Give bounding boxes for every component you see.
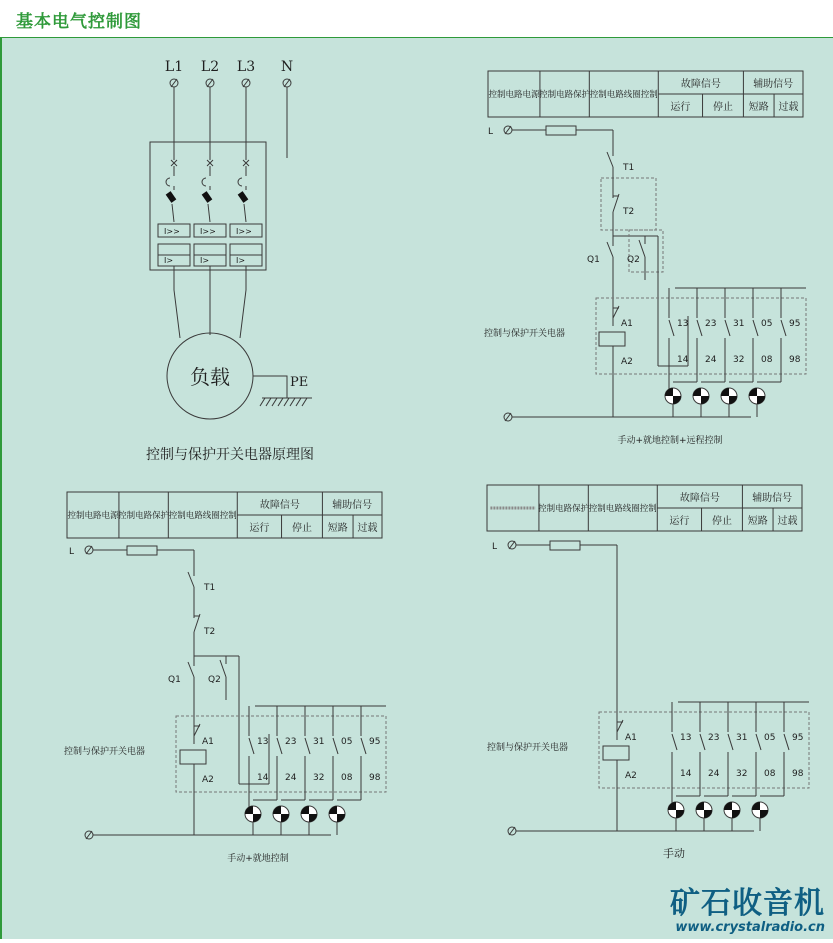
ground-hatch <box>260 398 265 406</box>
table-run: 运行 <box>669 516 690 527</box>
circuit-local <box>64 546 386 864</box>
contact-t1-blade <box>188 572 194 587</box>
terminal-top-05: 05 <box>761 319 773 329</box>
terminal-bottom-32: 32 <box>736 769 748 779</box>
table-col-protect: 控制电路保护 <box>539 90 591 100</box>
contact-q2-blade <box>639 240 645 257</box>
table-short: 短路 <box>327 523 348 534</box>
signal-table-manual <box>487 485 802 531</box>
terminal-top-95: 95 <box>369 737 381 747</box>
contact-t1-blade <box>607 152 613 167</box>
table-stop: 停止 <box>291 523 312 534</box>
signal-contact <box>756 734 761 750</box>
terminal-top-05: 05 <box>341 737 353 747</box>
label-q2: Q2 <box>208 675 221 685</box>
table-run: 运行 <box>249 523 270 534</box>
circuit-remote-caption: 手动+就地控制+远程控制 <box>617 436 723 446</box>
lamp-quadrant <box>752 802 760 810</box>
signal-contact <box>249 738 254 754</box>
contact-arc <box>238 178 242 186</box>
label-t2: T2 <box>623 207 635 217</box>
phase-wire <box>244 204 246 222</box>
lamp-quadrant <box>701 396 709 404</box>
terminal-top-23: 23 <box>705 319 717 329</box>
contact-q2-blade <box>220 660 226 677</box>
contactor-tip <box>202 191 213 203</box>
terminal-top-31: 31 <box>736 733 748 743</box>
lamp-quadrant <box>337 814 345 822</box>
control-fuse <box>546 126 576 135</box>
lamp-quadrant <box>301 806 309 814</box>
pe-label: PE <box>290 375 309 390</box>
lamp-quadrant <box>309 814 317 822</box>
lamp-quadrant <box>329 806 337 814</box>
diagram-svg <box>0 38 833 939</box>
contact-arc <box>202 178 206 186</box>
relay-label-short-circuit: I>> <box>164 227 180 236</box>
terminal-top-13: 13 <box>257 737 269 747</box>
signal-contact <box>333 738 338 754</box>
label-a2: A2 <box>625 771 637 781</box>
table-fault-signal: 故障信号 <box>259 500 300 511</box>
lamp-quadrant <box>273 806 281 814</box>
terminal-top-95: 95 <box>792 733 804 743</box>
table-col-coil: 控制电路线圈控制 <box>589 90 658 100</box>
terminal-bottom-08: 08 <box>764 769 776 779</box>
watermark-url: www.crystalradio.cn <box>675 920 825 935</box>
lamp-quadrant <box>749 388 757 396</box>
ground-hatch <box>302 398 307 406</box>
lamp-quadrant <box>693 388 701 396</box>
principle-diagram <box>146 59 314 463</box>
table-col-source: 控制电路电源 <box>67 511 119 521</box>
table-aux-signal: 辅助信号 <box>332 500 373 511</box>
diagram-canvas <box>0 38 833 939</box>
relay-label-short-circuit: I>> <box>236 227 252 236</box>
terminal-bottom-24: 24 <box>705 355 717 365</box>
label-q1: Q1 <box>168 675 181 685</box>
relay-label-overload: I> <box>236 256 246 265</box>
terminal-top-95: 95 <box>789 319 801 329</box>
ground-hatch <box>290 398 295 406</box>
lamp-quadrant <box>696 802 704 810</box>
terminal-bottom-32: 32 <box>313 773 325 783</box>
table-overload: 过载 <box>357 523 378 534</box>
contact-q1-blade <box>188 662 194 677</box>
contact-t2-blade <box>613 194 619 212</box>
label-q1: Q1 <box>587 255 600 265</box>
signal-contact <box>697 320 702 336</box>
terminal-bottom-24: 24 <box>708 769 720 779</box>
ground-hatch <box>278 398 283 406</box>
lamp-quadrant <box>724 802 732 810</box>
load-label: 负载 <box>190 365 230 389</box>
terminal-bottom-14: 14 <box>257 773 269 783</box>
lamp-quadrant <box>281 814 289 822</box>
terminal-bottom-08: 08 <box>341 773 353 783</box>
coil-box <box>603 746 629 760</box>
signal-contact <box>700 734 705 750</box>
signal-table-local <box>67 492 382 538</box>
table-overload: 过载 <box>777 516 798 527</box>
terminal-top-13: 13 <box>680 733 692 743</box>
relay-label-overload: I> <box>164 256 174 265</box>
table-stop: 停止 <box>711 516 732 527</box>
device-label: 控制与保护开关电器 <box>484 329 566 339</box>
terminal-bottom-98: 98 <box>792 769 804 779</box>
circuit-manual <box>487 541 809 860</box>
terminal-slash <box>505 413 511 421</box>
signal-contact <box>725 320 730 336</box>
principle-caption: 控制与保护开关电器原理图 <box>146 447 314 463</box>
terminal-bottom-32: 32 <box>733 355 745 365</box>
signal-contact <box>305 738 310 754</box>
table-col-protect: 控制电路保护 <box>538 504 590 514</box>
lamp-quadrant <box>732 810 740 818</box>
circuit-manual-caption: 手动 <box>663 847 685 860</box>
phase-label-n: N <box>280 59 294 75</box>
line-label: L <box>488 127 494 137</box>
device-label: 控制与保护开关电器 <box>64 747 146 757</box>
contactor-tip <box>166 191 177 203</box>
table-col-coil: 控制电路线圈控制 <box>168 511 237 521</box>
contact-t2-blade <box>194 614 200 632</box>
table-col-protect: 控制电路保护 <box>118 511 170 521</box>
lamp-quadrant <box>253 814 261 822</box>
page-title: 基本电气控制图 <box>16 12 142 32</box>
remote-dashed-box <box>601 178 656 230</box>
terminal-bottom-98: 98 <box>789 355 801 365</box>
watermark <box>670 888 825 935</box>
label-t2: T2 <box>204 627 216 637</box>
ground-hatch <box>266 398 271 406</box>
contact-arc <box>166 178 170 186</box>
lamp-quadrant <box>245 806 253 814</box>
terminal-bottom-08: 08 <box>761 355 773 365</box>
terminal-slash <box>509 827 515 835</box>
label-q2: Q2 <box>627 255 640 265</box>
terminal-top-23: 23 <box>708 733 720 743</box>
label-a1: A1 <box>625 733 637 743</box>
lamp-quadrant <box>704 810 712 818</box>
phase-wire <box>208 204 210 222</box>
phase-wire <box>172 204 174 222</box>
table-run: 运行 <box>670 102 691 113</box>
terminal-slash <box>509 541 515 549</box>
signal-contact <box>753 320 758 336</box>
signal-table-remote <box>488 71 803 117</box>
control-fuse <box>550 541 580 550</box>
line-label: L <box>492 542 498 552</box>
table-aux-signal: 辅助信号 <box>752 493 793 504</box>
line-label: L <box>69 547 75 557</box>
contactor-tip <box>238 191 249 203</box>
ground-hatch <box>284 398 289 406</box>
lamp-quadrant <box>676 810 684 818</box>
label-a2: A2 <box>202 775 214 785</box>
phase-label-l2: L2 <box>200 59 220 75</box>
table-fault-signal: 故障信号 <box>679 493 720 504</box>
terminal-bottom-24: 24 <box>285 773 297 783</box>
signal-contact <box>672 734 677 750</box>
table-col-coil: 控制电路线圈控制 <box>588 504 657 514</box>
terminal-top-31: 31 <box>733 319 745 329</box>
signal-contact <box>277 738 282 754</box>
table-short: 短路 <box>748 102 769 113</box>
control-fuse <box>127 546 157 555</box>
lamp-quadrant <box>673 396 681 404</box>
coil-box <box>180 750 206 764</box>
lamp-quadrant <box>729 396 737 404</box>
terminal-slash <box>86 831 92 839</box>
table-short: 短路 <box>747 516 768 527</box>
signal-contact <box>784 734 789 750</box>
label-t1: T1 <box>204 583 216 593</box>
lamp-quadrant <box>760 810 768 818</box>
pe-wire <box>253 376 287 398</box>
table-aux-signal: 辅助信号 <box>753 79 794 90</box>
signal-contact <box>781 320 786 336</box>
coil-box <box>599 332 625 346</box>
signal-contact <box>728 734 733 750</box>
signal-contact <box>669 320 674 336</box>
contact-q1-blade <box>607 242 613 257</box>
relay-label-overload: I> <box>200 256 210 265</box>
motor-lead <box>174 290 180 338</box>
ground-hatch <box>296 398 301 406</box>
terminal-bottom-14: 14 <box>677 355 689 365</box>
label-a2: A2 <box>621 357 633 367</box>
label-a1: A1 <box>202 737 214 747</box>
motor-lead <box>240 290 246 338</box>
terminal-top-23: 23 <box>285 737 297 747</box>
ground-hatch <box>272 398 277 406</box>
terminal-top-05: 05 <box>764 733 776 743</box>
phase-label-l1: L1 <box>164 59 184 75</box>
circuit-remote <box>484 126 806 446</box>
terminal-top-31: 31 <box>313 737 325 747</box>
left-rule <box>0 38 2 939</box>
device-label: 控制与保护开关电器 <box>487 743 569 753</box>
signal-contact <box>361 738 366 754</box>
table-fault-signal: 故障信号 <box>680 79 721 90</box>
header-bar <box>0 0 833 38</box>
relay-label-short-circuit: I>> <box>200 227 216 236</box>
circuit-local-caption: 手动+就地控制 <box>227 854 289 864</box>
phase-label-l3: L3 <box>236 59 256 75</box>
lamp-quadrant <box>757 396 765 404</box>
terminal-bottom-14: 14 <box>680 769 692 779</box>
table-overload: 过载 <box>778 102 799 113</box>
lamp-quadrant <box>668 802 676 810</box>
table-stop: 停止 <box>712 102 733 113</box>
lamp-quadrant <box>665 388 673 396</box>
label-a1: A1 <box>621 319 633 329</box>
label-t1: T1 <box>623 163 635 173</box>
terminal-slash <box>86 546 92 554</box>
table-col-source: 控制电路电源 <box>488 90 540 100</box>
lamp-quadrant <box>721 388 729 396</box>
watermark-logo: 矿石收音机 <box>670 886 825 921</box>
terminal-top-13: 13 <box>677 319 689 329</box>
terminal-bottom-98: 98 <box>369 773 381 783</box>
